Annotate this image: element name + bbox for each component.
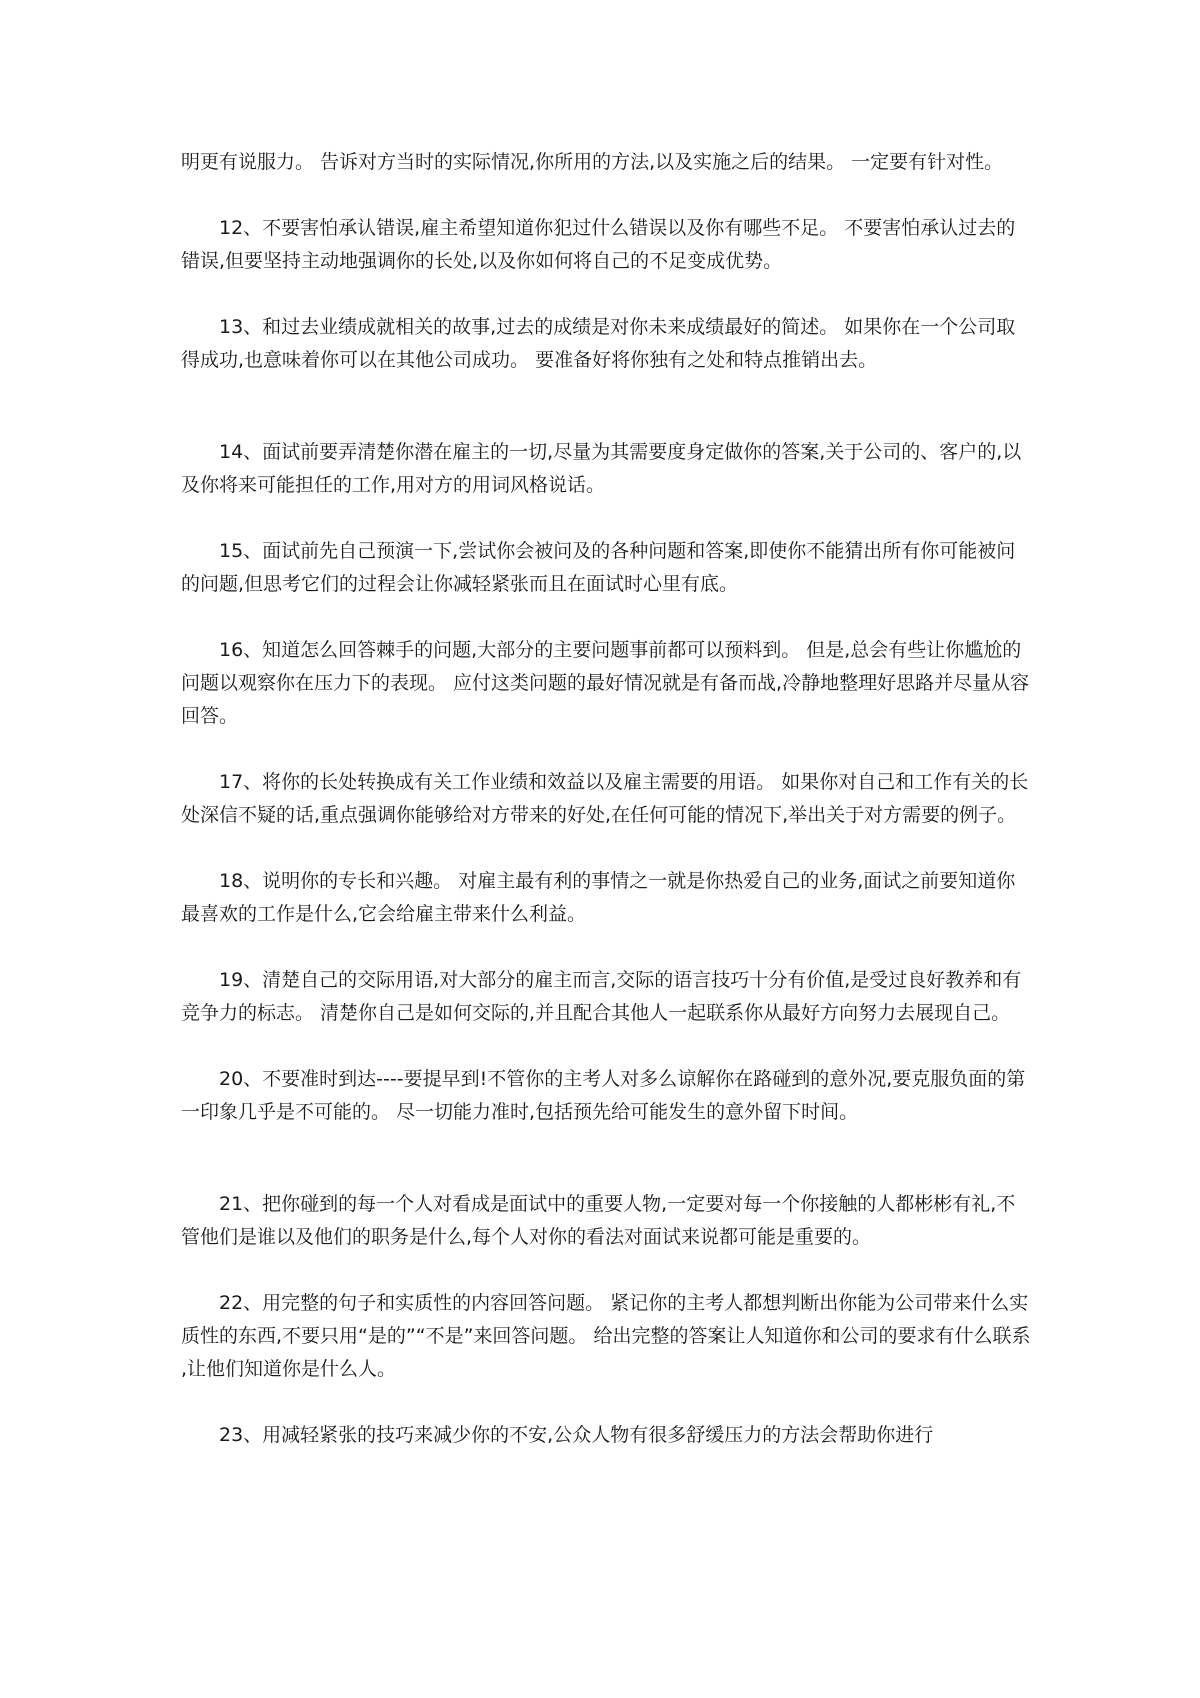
paragraph-item-13: 13、和过去业绩成就相关的故事,过去的成绩是对你未来成绩最好的简述。 如果你在一个公司取得成功,也意味着你可以在其他公司成功。 要准备好将你独有之处和特点推销出去。 xyxy=(181,316,1016,371)
paragraph-item-18: 18、说明你的专长和兴趣。 对雇主最有利的事情之一就是你热爱自己的业务,面试之前要知道你最喜欢的工作是什么,它会给雇主带来什么利益。 xyxy=(181,870,1016,925)
paragraph-item-19: 19、清楚自己的交际用语,对大部分的雇主而言,交际的语言技巧十分有价值,是受过良好教养和有竞争力的标志。 清楚你自己是如何交际的,并且配合其他人一起联系你从最好方向努力去展现自己。 xyxy=(181,969,1022,1024)
paragraph-item-20: 20、不要准时到达----要提早到!不管你的主考人对多么谅解你在路碰到的意外况,要克服负面的第一印象几乎是不可能的。 尽一切能力准时,包括预先给可能发生的意外留下时间。 xyxy=(181,1068,1026,1123)
paragraph-item-17: 17、将你的长处转换成有关工作业绩和效益以及雇主需要的用语。 如果你对自己和工作有关的长处深信不疑的话,重点强调你能够给对方带来的好处,在任何可能的情况下,举出关于对方需要的例子。 xyxy=(181,771,1029,826)
paragraph-continuation: 明更有说服力。 告诉对方当时的实际情况,你所用的方法,以及实施之后的结果。 一定要有针对性。 xyxy=(181,151,1004,173)
paragraph-item-22: 22、用完整的句子和实质性的内容回答问题。 紧记你的主考人都想判断出你能为公司带来什么实质性的东西,不要只用“是的”“不是”来回答问题。 给出完整的答案让人知道你和公司的要求有什么联系,让他们知道你是什么人。 xyxy=(181,1292,1031,1380)
document-body xyxy=(181,146,1034,1485)
paragraph-item-15: 15、面试前先自己预演一下,尝试你会被问及的各种问题和答案,即使你不能猜出所有你可能被问的问题,但思考它们的过程会让你减轻紧张而且在面试时心里有底。 xyxy=(181,540,1016,595)
paragraph-item-16: 16、知道怎么回答棘手的问题,大部分的主要问题事前都可以预料到。 但是,总会有些让你尴尬的问题以观察你在压力下的表现。 应付这类问题的最好情况就是有备而战,冷静地整理好思路并尽量从容回答。 xyxy=(181,639,1030,727)
paragraph-item-12: 12、不要害怕承认错误,雇主希望知道你犯过什么错误以及你有哪些不足。 不要害怕承认过去的错误,但要坚持主动地强调你的长处,以及你如何将自己的不足变成优势。 xyxy=(181,217,1016,272)
paragraph-item-21: 21、把你碰到的每一个人对看成是面试中的重要人物,一定要对每一个你接触的人都彬彬有礼,不管他们是谁以及他们的职务是什么,每个人对你的看法对面试来说都可能是重要的。 xyxy=(181,1193,1016,1248)
paragraph-item-14: 14、面试前要弄清楚你潜在雇主的一切,尽量为其需要度身定做你的答案,关于公司的、客户的,以及你将来可能担任的工作,用对方的用词风格说话。 xyxy=(181,441,1022,496)
paragraph-item-23: 23、用减轻紧张的技巧来减少你的不安,公众人物有很多舒缓压力的方法会帮助你进行 xyxy=(219,1424,934,1446)
